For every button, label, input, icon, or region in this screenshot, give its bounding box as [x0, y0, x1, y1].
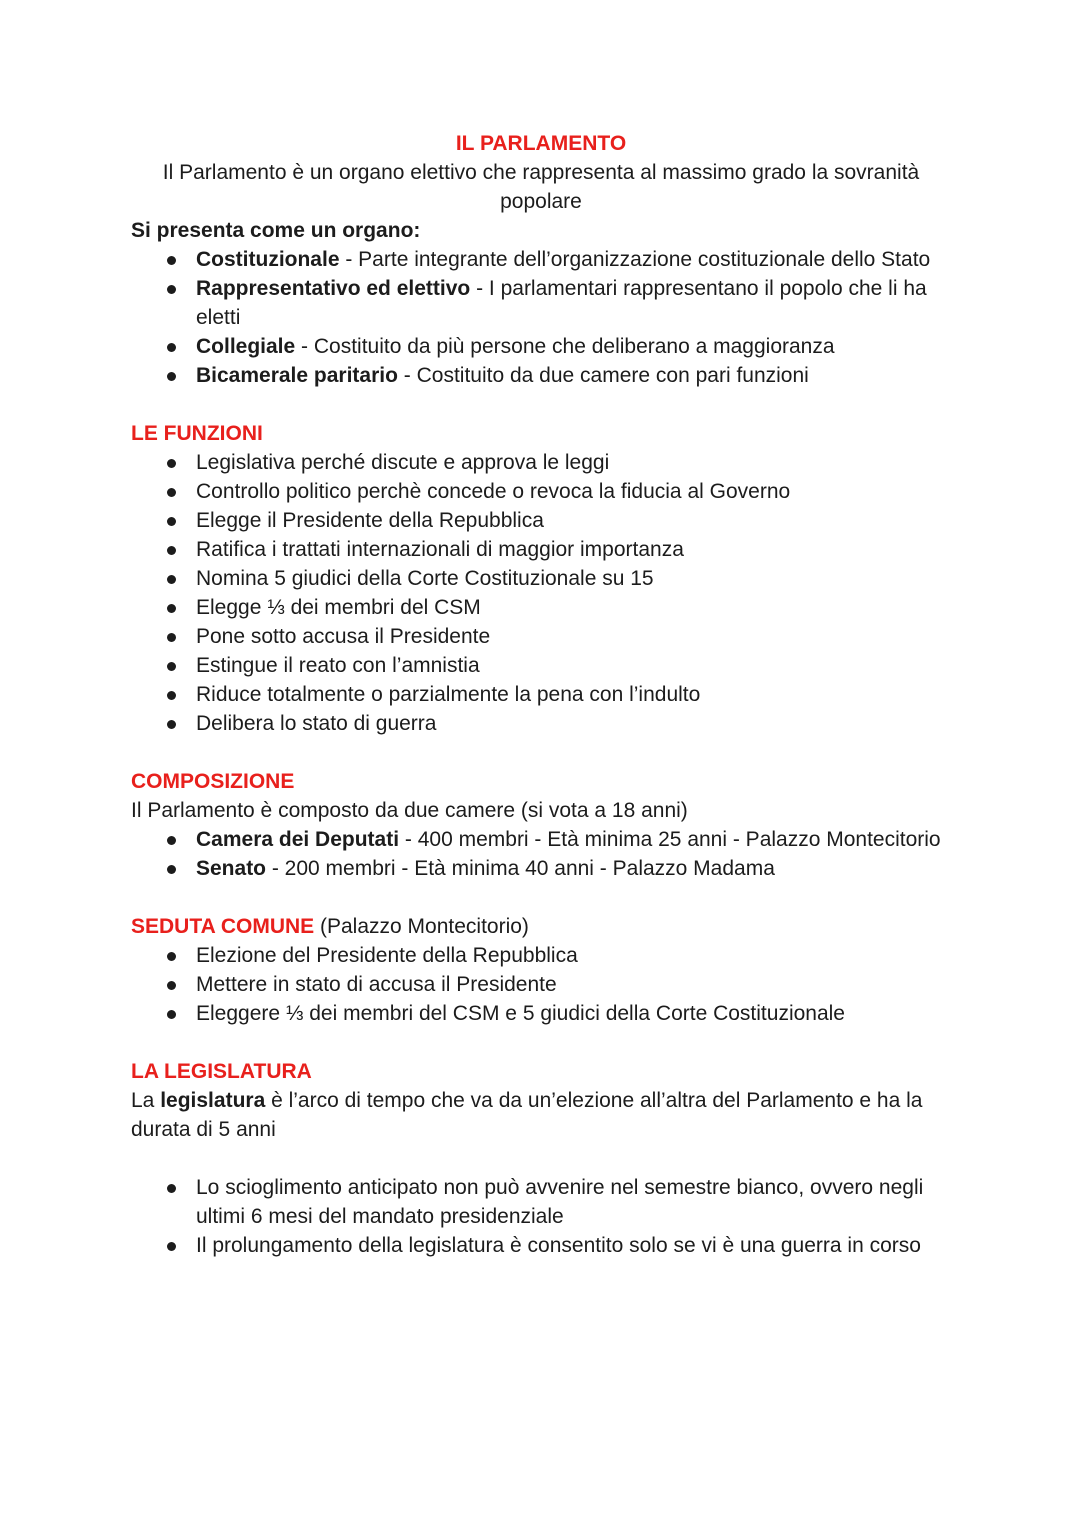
- bullet-icon: [167, 517, 176, 526]
- item-text: Lo scioglimento anticipato non può avvenire nel semestre bianco, ovvero negli ultimi 6 mesi del mandato presidenziale: [196, 1176, 924, 1228]
- intro-text: Il Parlamento è un organo elettivo che rappresenta al massimo grado la sovranità popolare: [162, 161, 920, 213]
- composizione-list: [131, 825, 951, 883]
- item-term: Collegiale: [196, 335, 296, 358]
- list-item: [131, 680, 951, 709]
- list-item: [131, 332, 951, 361]
- funzioni-list: [131, 448, 951, 738]
- list-item: [131, 593, 951, 622]
- organo-list: [131, 245, 951, 390]
- list-item: [131, 854, 951, 883]
- bullet-icon: [167, 285, 176, 294]
- item-text: Mettere in stato di accusa il Presidente: [196, 973, 557, 996]
- list-item: [131, 535, 951, 564]
- composizione-intro: Il Parlamento è composto da due camere (si vota a 18 anni): [131, 799, 688, 822]
- item-text: Elezione del Presidente della Repubblica: [196, 944, 578, 967]
- seduta-heading: SEDUTA COMUNE: [131, 915, 315, 938]
- composizione-heading: COMPOSIZIONE: [131, 770, 295, 793]
- bullet-icon: [167, 865, 176, 874]
- list-item: [131, 999, 951, 1028]
- item-text: Controllo politico perchè concede o revoca la fiducia al Governo: [196, 480, 791, 503]
- seduta-list: [131, 941, 951, 1028]
- item-desc: - I parlamentari rappresentano il popolo che li ha eletti: [196, 277, 927, 329]
- item-text: Eleggere ⅓ dei membri del CSM e 5 giudici della Corte Costituzionale: [196, 1002, 845, 1025]
- bullet-icon: [167, 546, 176, 555]
- list-item: [131, 361, 951, 390]
- item-desc: - Costituito da più persone che deliberano a maggioranza: [295, 335, 835, 358]
- seduta-note: (Palazzo Montecitorio): [314, 915, 529, 938]
- seduta-heading-line: [131, 912, 951, 941]
- list-item: [131, 506, 951, 535]
- item-term: Costituzionale: [196, 248, 340, 271]
- list-item: [131, 709, 951, 738]
- list-item: [131, 970, 951, 999]
- legislatura-text-before: La: [131, 1089, 161, 1112]
- list-item: [131, 564, 951, 593]
- item-text: Elegge il Presidente della Repubblica: [196, 509, 544, 532]
- list-item: [131, 1173, 951, 1231]
- item-text: Nomina 5 giudici della Corte Costituzionale su 15: [196, 567, 654, 590]
- legislatura-term: legislatura: [160, 1089, 266, 1112]
- bullet-icon: [167, 604, 176, 613]
- page-title: IL PARLAMENTO: [455, 132, 627, 155]
- list-item: [131, 245, 951, 274]
- legislatura-heading: LA LEGISLATURA: [131, 1060, 312, 1083]
- item-text: Il prolungamento della legislatura è consentito solo se vi è una guerra in corso: [196, 1234, 921, 1257]
- bullet-icon: [167, 575, 176, 584]
- bullet-icon: [167, 1242, 176, 1251]
- organo-lead: Si presenta come un organo:: [131, 219, 421, 242]
- item-term: Rappresentativo ed elettivo: [196, 277, 471, 300]
- item-text: Delibera lo stato di guerra: [196, 712, 437, 735]
- bullet-icon: [167, 720, 176, 729]
- item-text: Ratifica i trattati internazionali di maggior importanza: [196, 538, 684, 561]
- bullet-icon: [167, 836, 176, 845]
- item-text: Pone sotto accusa il Presidente: [196, 625, 491, 648]
- bullet-icon: [167, 488, 176, 497]
- bullet-icon: [167, 1010, 176, 1019]
- list-item: [131, 825, 951, 854]
- item-term: Camera dei Deputati: [196, 828, 400, 851]
- list-item: [131, 274, 951, 332]
- item-desc: - 400 membri - Età minima 25 anni - Palazzo Montecitorio: [399, 828, 941, 851]
- bullet-icon: [167, 343, 176, 352]
- item-text: Elegge ⅓ dei membri del CSM: [196, 596, 481, 619]
- bullet-icon: [167, 633, 176, 642]
- bullet-icon: [167, 1184, 176, 1193]
- item-text: Legislativa perché discute e approva le leggi: [196, 451, 610, 474]
- list-item: [131, 941, 951, 970]
- item-text: Riduce totalmente o parzialmente la pena con l’indulto: [196, 683, 701, 706]
- list-item: [131, 477, 951, 506]
- bullet-icon: [167, 662, 176, 671]
- funzioni-heading: LE FUNZIONI: [131, 422, 263, 445]
- item-desc: - Costituito da due camere con pari funzioni: [397, 364, 809, 387]
- item-text: Estingue il reato con l’amnistia: [196, 654, 480, 677]
- item-desc: - Parte integrante dell’organizzazione costituzionale dello Stato: [339, 248, 931, 271]
- item-term: Bicamerale paritario: [196, 364, 398, 387]
- list-item: [131, 622, 951, 651]
- legislatura-text: [131, 1086, 951, 1144]
- item-desc: - 200 membri - Età minima 40 anni - Palazzo Madama: [266, 857, 775, 880]
- legislatura-text-after: è l’arco di tempo che va da un’elezione all’altra del Parlamento e ha la durata di 5 anni: [131, 1089, 923, 1141]
- bullet-icon: [167, 372, 176, 381]
- bullet-icon: [167, 981, 176, 990]
- document-page: [131, 129, 951, 1260]
- item-term: Senato: [196, 857, 267, 880]
- legislatura-list: [131, 1173, 951, 1260]
- list-item: [131, 1231, 951, 1260]
- list-item: [131, 448, 951, 477]
- bullet-icon: [167, 256, 176, 265]
- list-item: [131, 651, 951, 680]
- bullet-icon: [167, 459, 176, 468]
- bullet-icon: [167, 691, 176, 700]
- bullet-icon: [167, 952, 176, 961]
